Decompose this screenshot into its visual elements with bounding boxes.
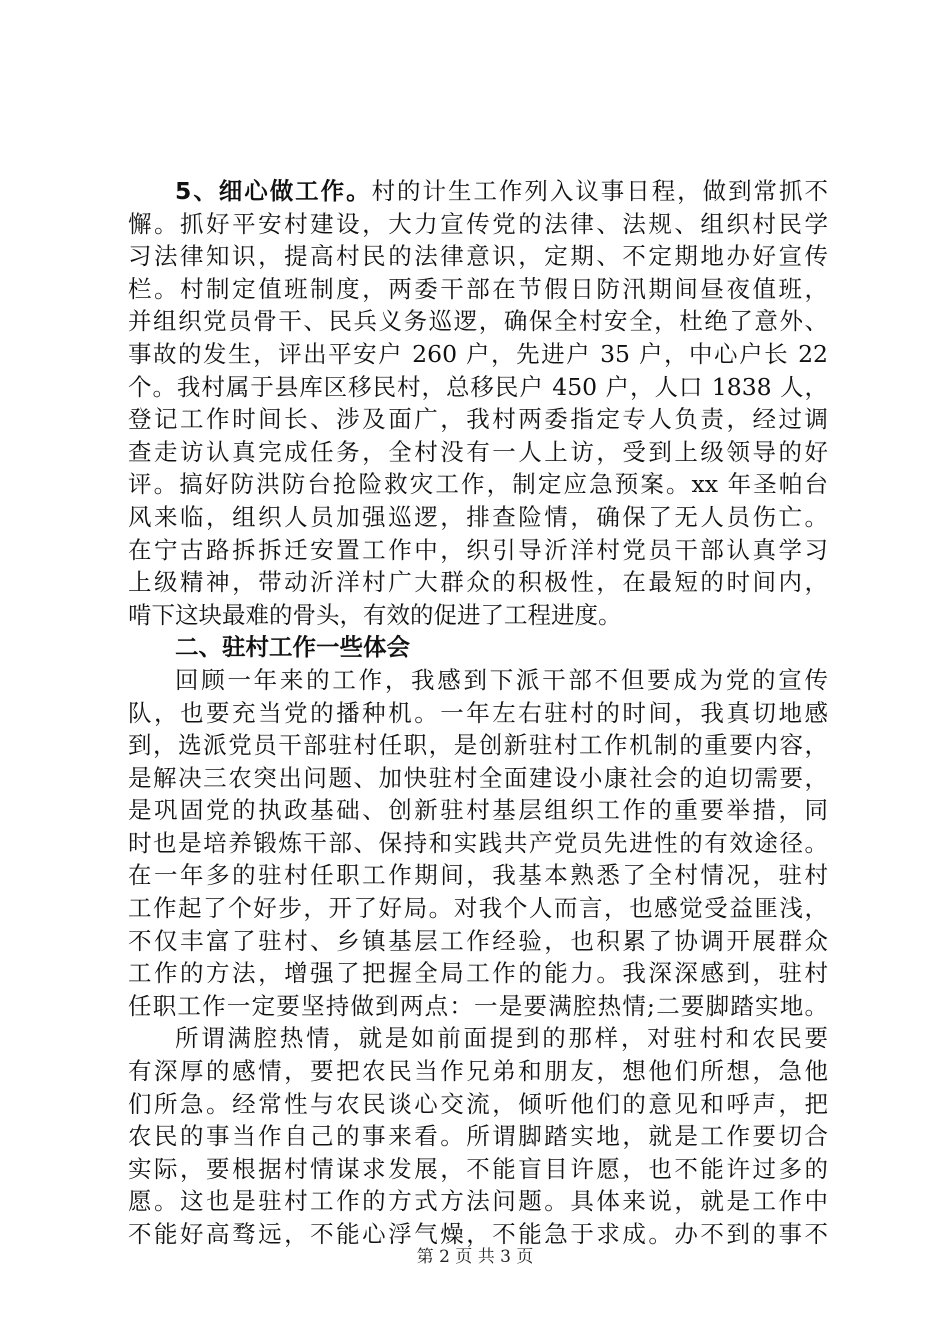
para2-line-1: 队，也要充当党的播种机。一年左右驻村的时间，我真切地感 — [128, 698, 828, 727]
para3-line-1: 有深厚的感情，要把农民当作兄弟和朋友，想他们所想，急他 — [128, 1057, 828, 1086]
section5-line-8: 查走访认真完成任务，全村没有一人上访，受到上级领导的好 — [128, 437, 828, 466]
para2-line-8: 不仅丰富了驻村、乡镇基层工作经验，也积累了协调开展群众 — [128, 926, 828, 955]
section5-line-12: 上级精神，带动沂洋村广大群众的积极性，在最短的时间内， — [128, 568, 828, 597]
document-body — [128, 175, 828, 1251]
para2-line-9: 工作的方法，增强了把握全局工作的能力。我深深感到，驻村 — [128, 959, 828, 988]
section5-line-2: 习法律知识，提高村民的法律意识，定期、不定期地办好宣传 — [128, 242, 828, 271]
para3-line-3: 农民的事当作自己的事来看。所谓脚踏实地，就是工作要切合 — [128, 1122, 828, 1151]
para2-line-4: 是巩固党的执政基础、创新驻村基层组织工作的重要举措，同 — [128, 796, 828, 825]
section5-line-11: 在宁古路拆拆迁安置工作中，织引导沂洋村党员干部认真学习 — [128, 535, 828, 564]
section5-line-6: 个。我村属于县库区移民村，总移民户 450 户，人口 1838 人， — [128, 372, 828, 401]
page-footer: 第 2 页 共 3 页 — [416, 1247, 534, 1267]
para2-line-5: 时也是培养锻炼干部、保持和实践共产党员先进性的有效途径。 — [128, 828, 828, 857]
section5-line-9: 评。搞好防洪防台抢险救灾工作，制定应急预案。xx 年圣帕台 — [128, 470, 828, 499]
para3-line-2: 们所急。经常性与农民谈心交流，倾听他们的意见和呼声，把 — [128, 1089, 828, 1118]
para2-line-3: 是解决三农突出问题、加快驻村全面建设小康社会的迫切需要， — [128, 763, 828, 792]
para3-line-5: 愿。这也是驻村工作的方式方法问题。具体来说，就是工作中 — [128, 1187, 828, 1216]
para2-line-0: 回顾一年来的工作，我感到下派干部不但要成为党的宣传 — [175, 665, 828, 694]
para2-line-6: 在一年多的驻村任职工作期间，我基本熟悉了全村情况，驻村 — [128, 861, 828, 890]
para3-line-6: 不能好高骛远，不能心浮气燥，不能急于求成。办不到的事不 — [128, 1220, 828, 1248]
section-heading-2: 二、驻村工作一些体会 — [175, 633, 410, 662]
section5-line-0: 5、细心做工作。村的计生工作列入议事日程，做到常抓不 — [175, 177, 828, 205]
section5-line-10: 风来临，组织人员加强巡逻，排查险情，确保了无人员伤亡。 — [128, 502, 828, 531]
para2-line-7: 工作起了个好步，开了好局。对我个人而言，也感觉受益匪浅， — [128, 894, 828, 923]
section5-lead: 5、细心做工作。 — [175, 177, 372, 205]
para2-line-10: 任职工作一定要坚持做到两点：一是要满腔热情;二要脚踏实地。 — [128, 991, 828, 1020]
section5-line-3: 栏。村制定值班制度，两委干部在节假日防汛期间昼夜值班， — [128, 274, 828, 303]
section5-line-5: 事故的发生，评出平安户 260 户，先进户 35 户，中心户长 22 — [128, 339, 828, 368]
section5-line-1: 懈。抓好平安村建设，大力宣传党的法律、法规、组织村民学 — [128, 209, 828, 238]
section5-line-13: 啃下这块最难的骨头，有效的促进了工程进度。 — [128, 600, 622, 629]
section5-line-7: 登记工作时间长、涉及面广，我村两委指定专人负责，经过调 — [128, 405, 828, 434]
para3-line-0: 所谓满腔热情，就是如前面提到的那样，对驻村和农民要 — [175, 1024, 828, 1053]
para3-line-4: 实际，要根据村情谋求发展，不能盲目许愿，也不能许过多的 — [128, 1154, 828, 1183]
section5-line-4: 并组织党员骨干、民兵义务巡逻，确保全村安全，杜绝了意外、 — [128, 307, 828, 336]
para2-line-2: 到，选派党员干部驻村任职，是创新驻村工作机制的重要内容， — [128, 731, 828, 760]
